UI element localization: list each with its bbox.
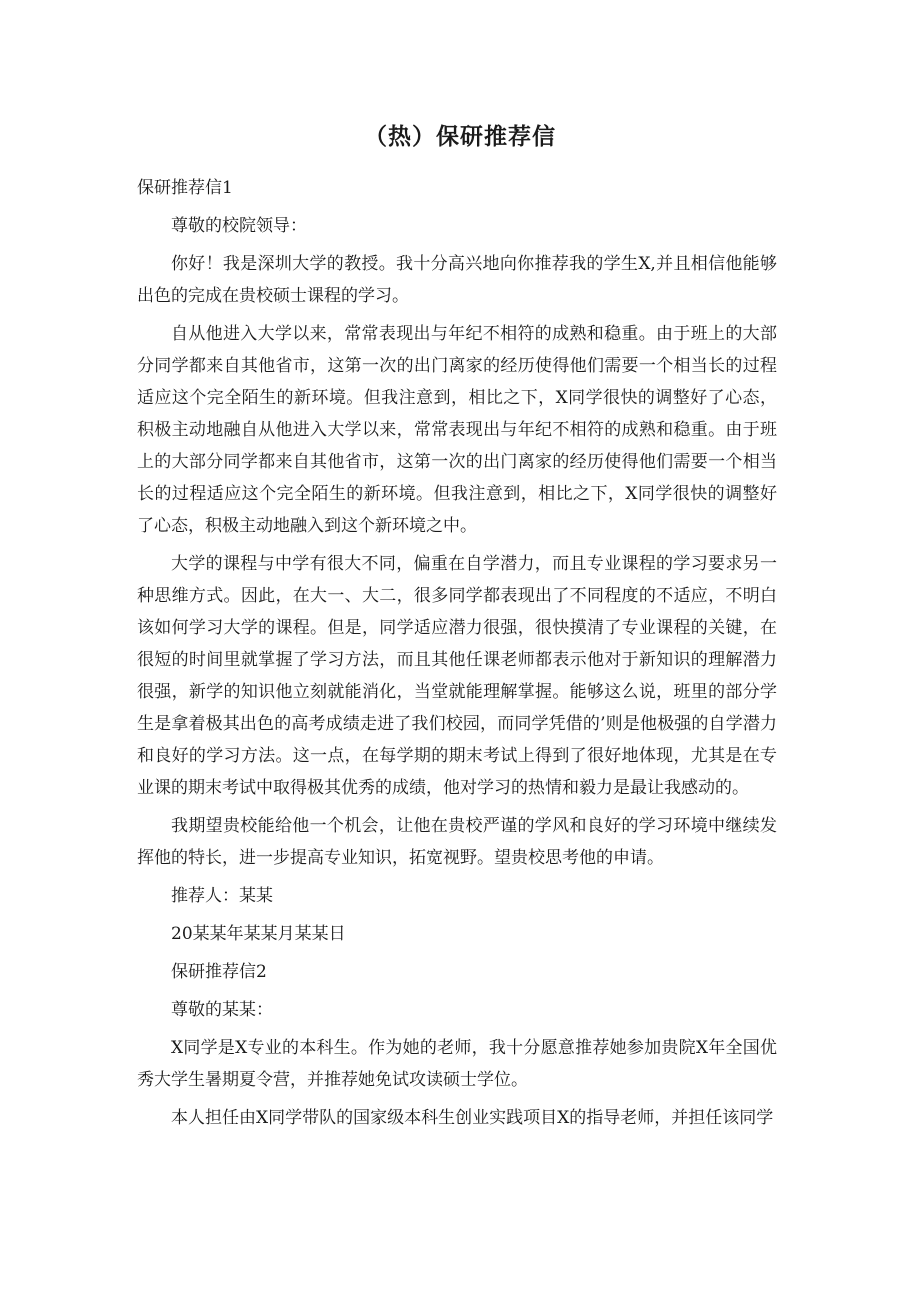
document-body <box>137 172 777 1140</box>
paragraph: X同学是X专业的本科生。作为她的老师，我十分愿意推荐她参加贵院X年全国优秀大学生暑期夏令营，并推荐她免试攻读硕士学位。 <box>137 1038 777 1090</box>
paragraph: 推荐人：某某 <box>171 886 273 906</box>
paragraph: 本人担任由X同学带队的国家级本科生创业实践项目X的指导老师，并担任该同学 <box>171 1108 774 1128</box>
paragraph: 尊敬的校院领导： <box>171 216 307 236</box>
paragraph: 大学的课程与中学有很大不同，偏重在自学潜力，而且专业课程的学习要求另一种思维方式。因此，在大一、大二，很多同学都表现出了不同程度的不适应，不明白该如何学习大学的课程。但是，同学适应潜力很强，很快摸清了专业课程的关键，在很短的时间里就掌握了学习方法，而且其他任课老师都表示他对于新知识的理解潜力很强，新学的知识他立刻就能消化，当堂就能理解掌握。能够这么说，班里的部分学生是拿着极其出色的高考成绩走进了我们校园，而同学凭借的’则是他极强的自学潜力和良好的学习方法。这一点，在每学期的期末考试上得到了很好地体现，尤其是在专业课的期末考试中取得极其优秀的成绩，他对学习的热情和毅力是最让我感动的。 <box>137 554 777 798</box>
paragraph: 我期望贵校能给他一个机会，让他在贵校严谨的学风和良好的学习环境中继续发挥他的特长，进一步提高专业知识，拓宽视野。望贵校思考他的申请。 <box>137 816 777 868</box>
paragraph: 20某某年某某月某某日 <box>171 924 346 944</box>
paragraph: 自从他进入大学以来，常常表现出与年纪不相符的成熟和稳重。由于班上的大部分同学都来自其他省市，这第一次的出门离家的经历使得他们需要一个相当长的过程适应这个完全陌生的新环境。但我注意到，相比之下，X同学很快的调整好了心态，积极主动地融自从他进入大学以来，常常表现出与年纪不相符的成熟和稳重。由于班上的大部分同学都来自其他省市，这第一次的出门离家的经历使得他们需要一个相当长的过程适应这个完全陌生的新环境。但我注意到，相比之下，X同学很快的调整好了心态，积极主动地融入到这个新环境之中。 <box>137 324 777 536</box>
document-title: （热）保研推荐信 <box>364 124 556 150</box>
paragraph: 保研推荐信2 <box>171 962 267 982</box>
paragraph: 你好！我是深圳大学的教授。我十分高兴地向你推荐我的学生X,并且相信他能够出色的完成在贵校硕士课程的学习。 <box>137 254 777 306</box>
paragraph: 尊敬的某某： <box>171 1000 273 1020</box>
paragraph: 保研推荐信1 <box>137 178 233 198</box>
